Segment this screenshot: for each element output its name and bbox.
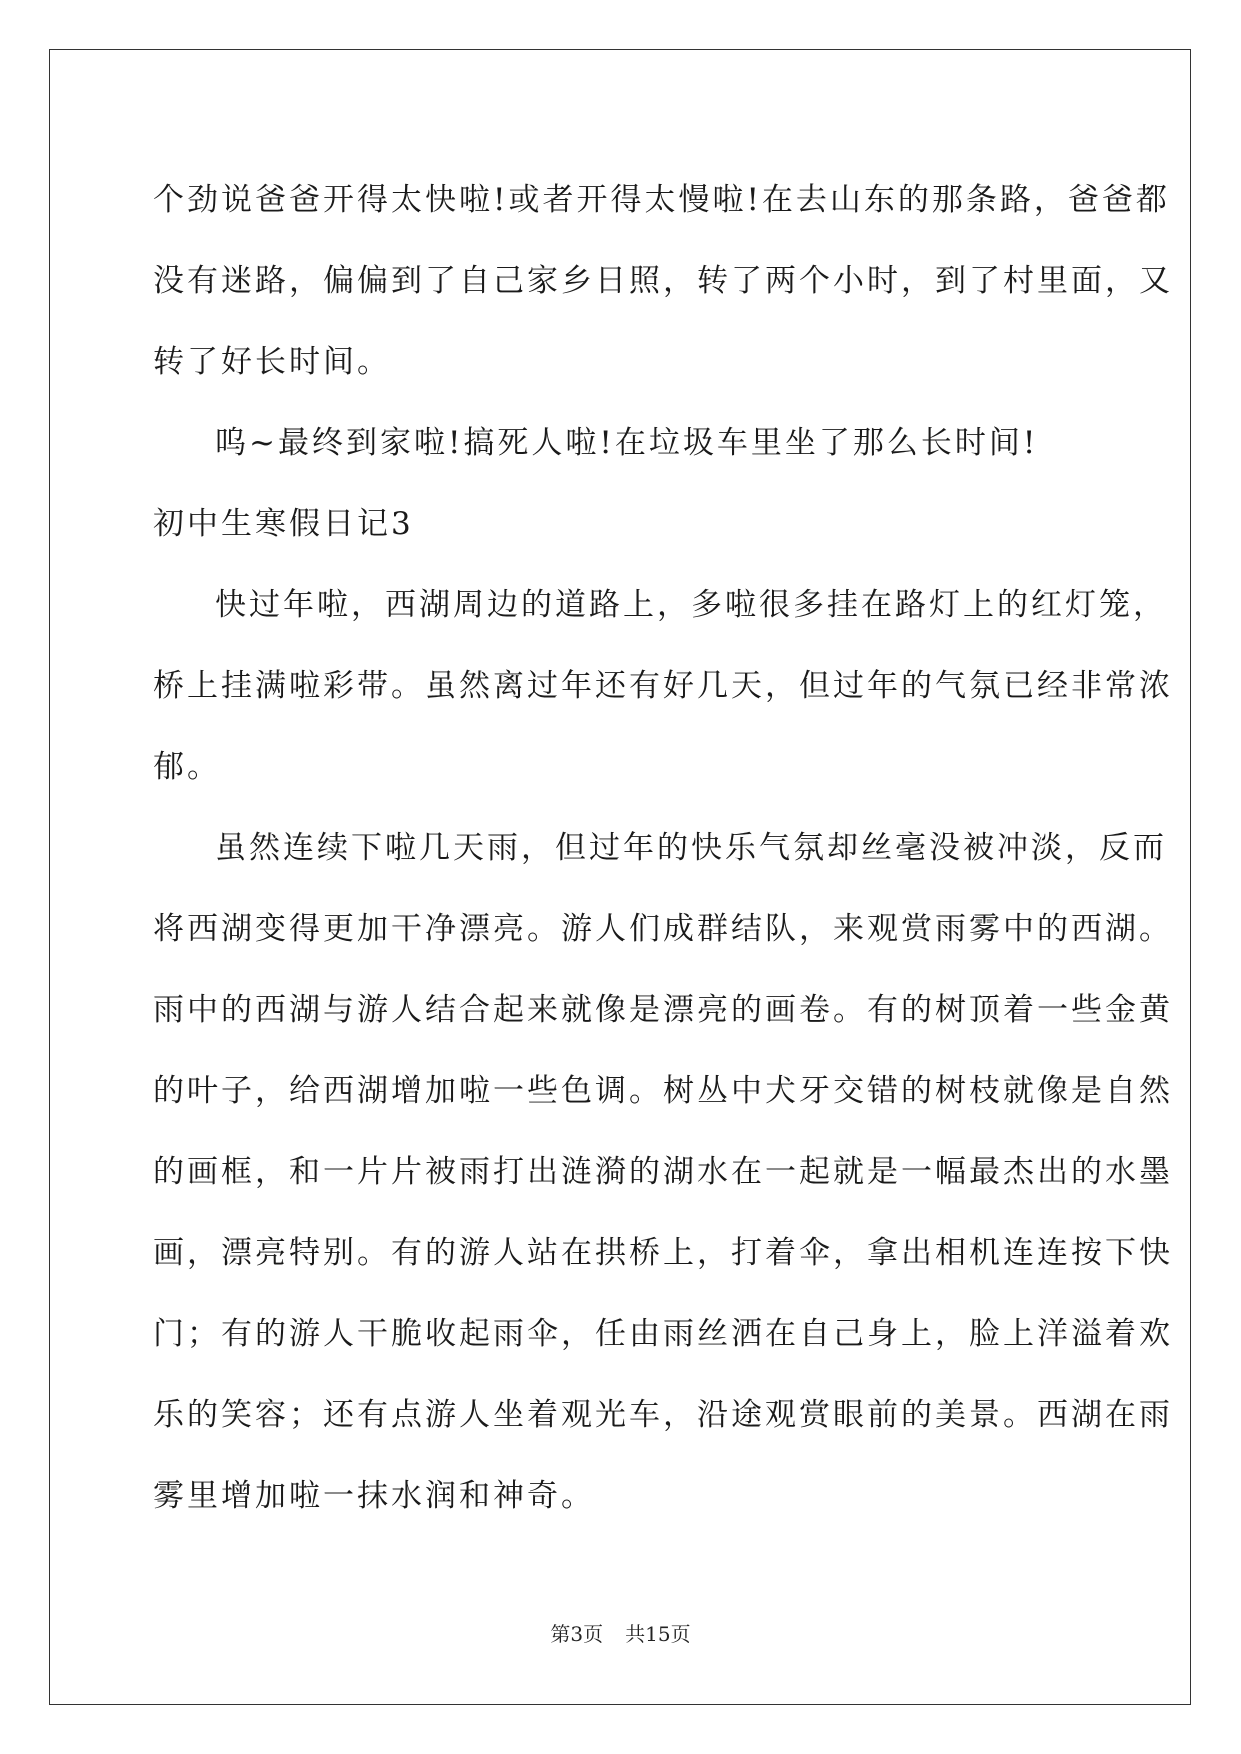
text-line: 桥上挂满啦彩带。虽然离过年还有好几天，但过年的气氛已经非常浓: [153, 668, 1173, 704]
document-body: [153, 160, 1173, 1537]
text-line: 门；有的游人干脆收起雨伞，任由雨丝洒在自己身上，脸上洋溢着欢: [153, 1316, 1173, 1352]
text-line: 转了好长时间。: [153, 344, 391, 380]
text-line: 的叶子，给西湖增加啦一些色调。树丛中犬牙交错的树枝就像是自然: [153, 1073, 1173, 1109]
section-heading: 初中生寒假日记3: [153, 506, 414, 542]
text-line: 呜~最终到家啦!搞死人啦!在垃圾车里坐了那么长时间!: [215, 425, 1039, 461]
text-line: 雾里增加啦一抹水润和神奇。: [153, 1478, 595, 1514]
page-number: 第3页: [550, 1622, 604, 1646]
text-line: 虽然连续下啦几天雨，但过年的快乐气氛却丝毫没被冲淡，反而: [215, 830, 1167, 866]
text-line: 没有迷路，偏偏到了自己家乡日照，转了两个小时，到了村里面，又: [153, 263, 1173, 299]
text-line: 个劲说爸爸开得太快啦!或者开得太慢啦!在去山东的那条路，爸爸都: [153, 182, 1170, 218]
text-line: 将西湖变得更加干净漂亮。游人们成群结队，来观赏雨雾中的西湖。: [153, 911, 1173, 947]
text-line: 画，漂亮特别。有的游人站在拱桥上，打着伞，拿出相机连连按下快: [153, 1235, 1173, 1271]
text-line: 郁。: [153, 749, 221, 785]
text-line: 乐的笑容；还有点游人坐着观光车，沿途观赏眼前的美景。西湖在雨: [153, 1397, 1173, 1433]
text-line: 雨中的西湖与游人结合起来就像是漂亮的画卷。有的树顶着一些金黄: [153, 992, 1173, 1028]
page-total: 共15页: [625, 1622, 691, 1646]
text-line: 快过年啦，西湖周边的道路上，多啦很多挂在路灯上的红灯笼，: [215, 587, 1167, 623]
page-footer: [0, 1618, 1241, 1647]
text-line: 的画框，和一片片被雨打出涟漪的湖水在一起就是一幅最杰出的水墨: [153, 1154, 1173, 1190]
